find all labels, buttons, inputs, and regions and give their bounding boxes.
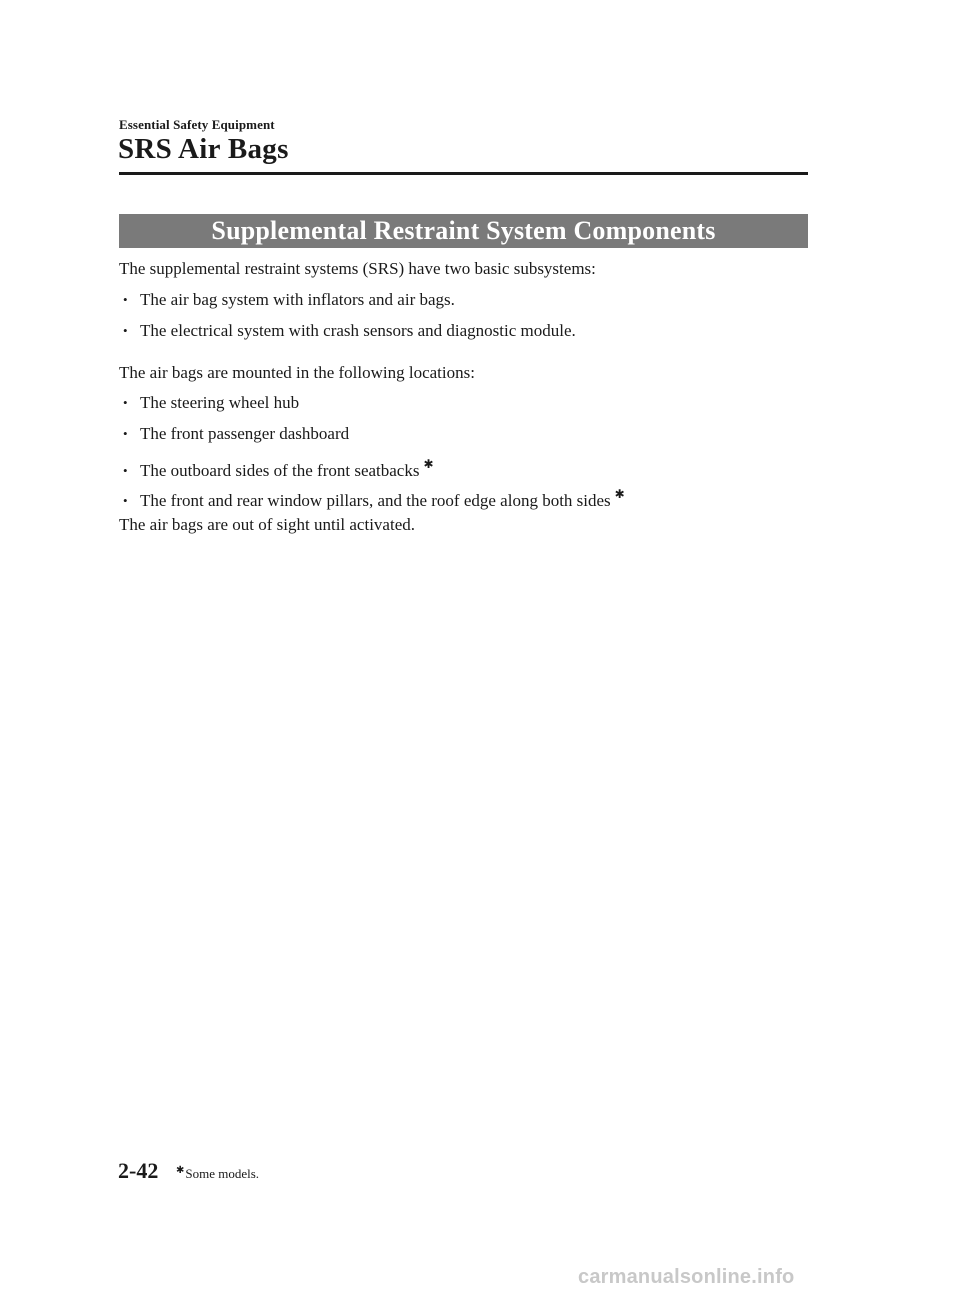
list-item-text: The electrical system with crash sensors and diagnostic module. <box>140 321 576 340</box>
star-icon: ✱ <box>423 457 434 471</box>
bullet-icon: • <box>123 395 128 410</box>
section-label: Essential Safety Equipment <box>119 117 275 132</box>
footnote-text: Some models. <box>185 1166 260 1181</box>
list-item-text: The air bag system with inflators and air bags. <box>140 290 455 309</box>
intro-paragraph: The supplemental restraint systems (SRS) have two basic subsystems: <box>119 259 596 278</box>
list-item <box>123 424 349 444</box>
bullet-icon: • <box>123 426 128 441</box>
chapter-title: SRS Air Bags <box>118 133 289 165</box>
list-item <box>123 484 625 511</box>
list-item <box>123 290 455 310</box>
star-icon: ✱ <box>176 1165 185 1176</box>
list-item-text: The front passenger dashboard <box>140 424 350 443</box>
list-item-text: The outboard sides of the front seatbacks <box>140 461 420 480</box>
list-item <box>123 393 299 413</box>
footnote <box>176 1165 259 1182</box>
header-rule <box>119 172 808 175</box>
section-banner: Supplemental Restraint System Components <box>119 214 808 248</box>
closing-paragraph: The air bags are out of sight until activated. <box>119 515 415 534</box>
list-item-text: The front and rear window pillars, and the roof edge along both sides <box>140 491 611 510</box>
list-item <box>123 454 434 481</box>
star-icon: ✱ <box>614 487 625 501</box>
bullet-icon: • <box>123 493 128 508</box>
list-item-text: The steering wheel hub <box>140 393 300 412</box>
list-item <box>123 321 576 341</box>
bullet-icon: • <box>123 292 128 307</box>
bullet-icon: • <box>123 463 128 478</box>
locations-intro-paragraph: The air bags are mounted in the following locations: <box>119 363 475 382</box>
bullet-icon: • <box>123 323 128 338</box>
watermark: carmanualsonline.info <box>578 1266 795 1288</box>
page-number: 2-42 <box>118 1158 159 1183</box>
